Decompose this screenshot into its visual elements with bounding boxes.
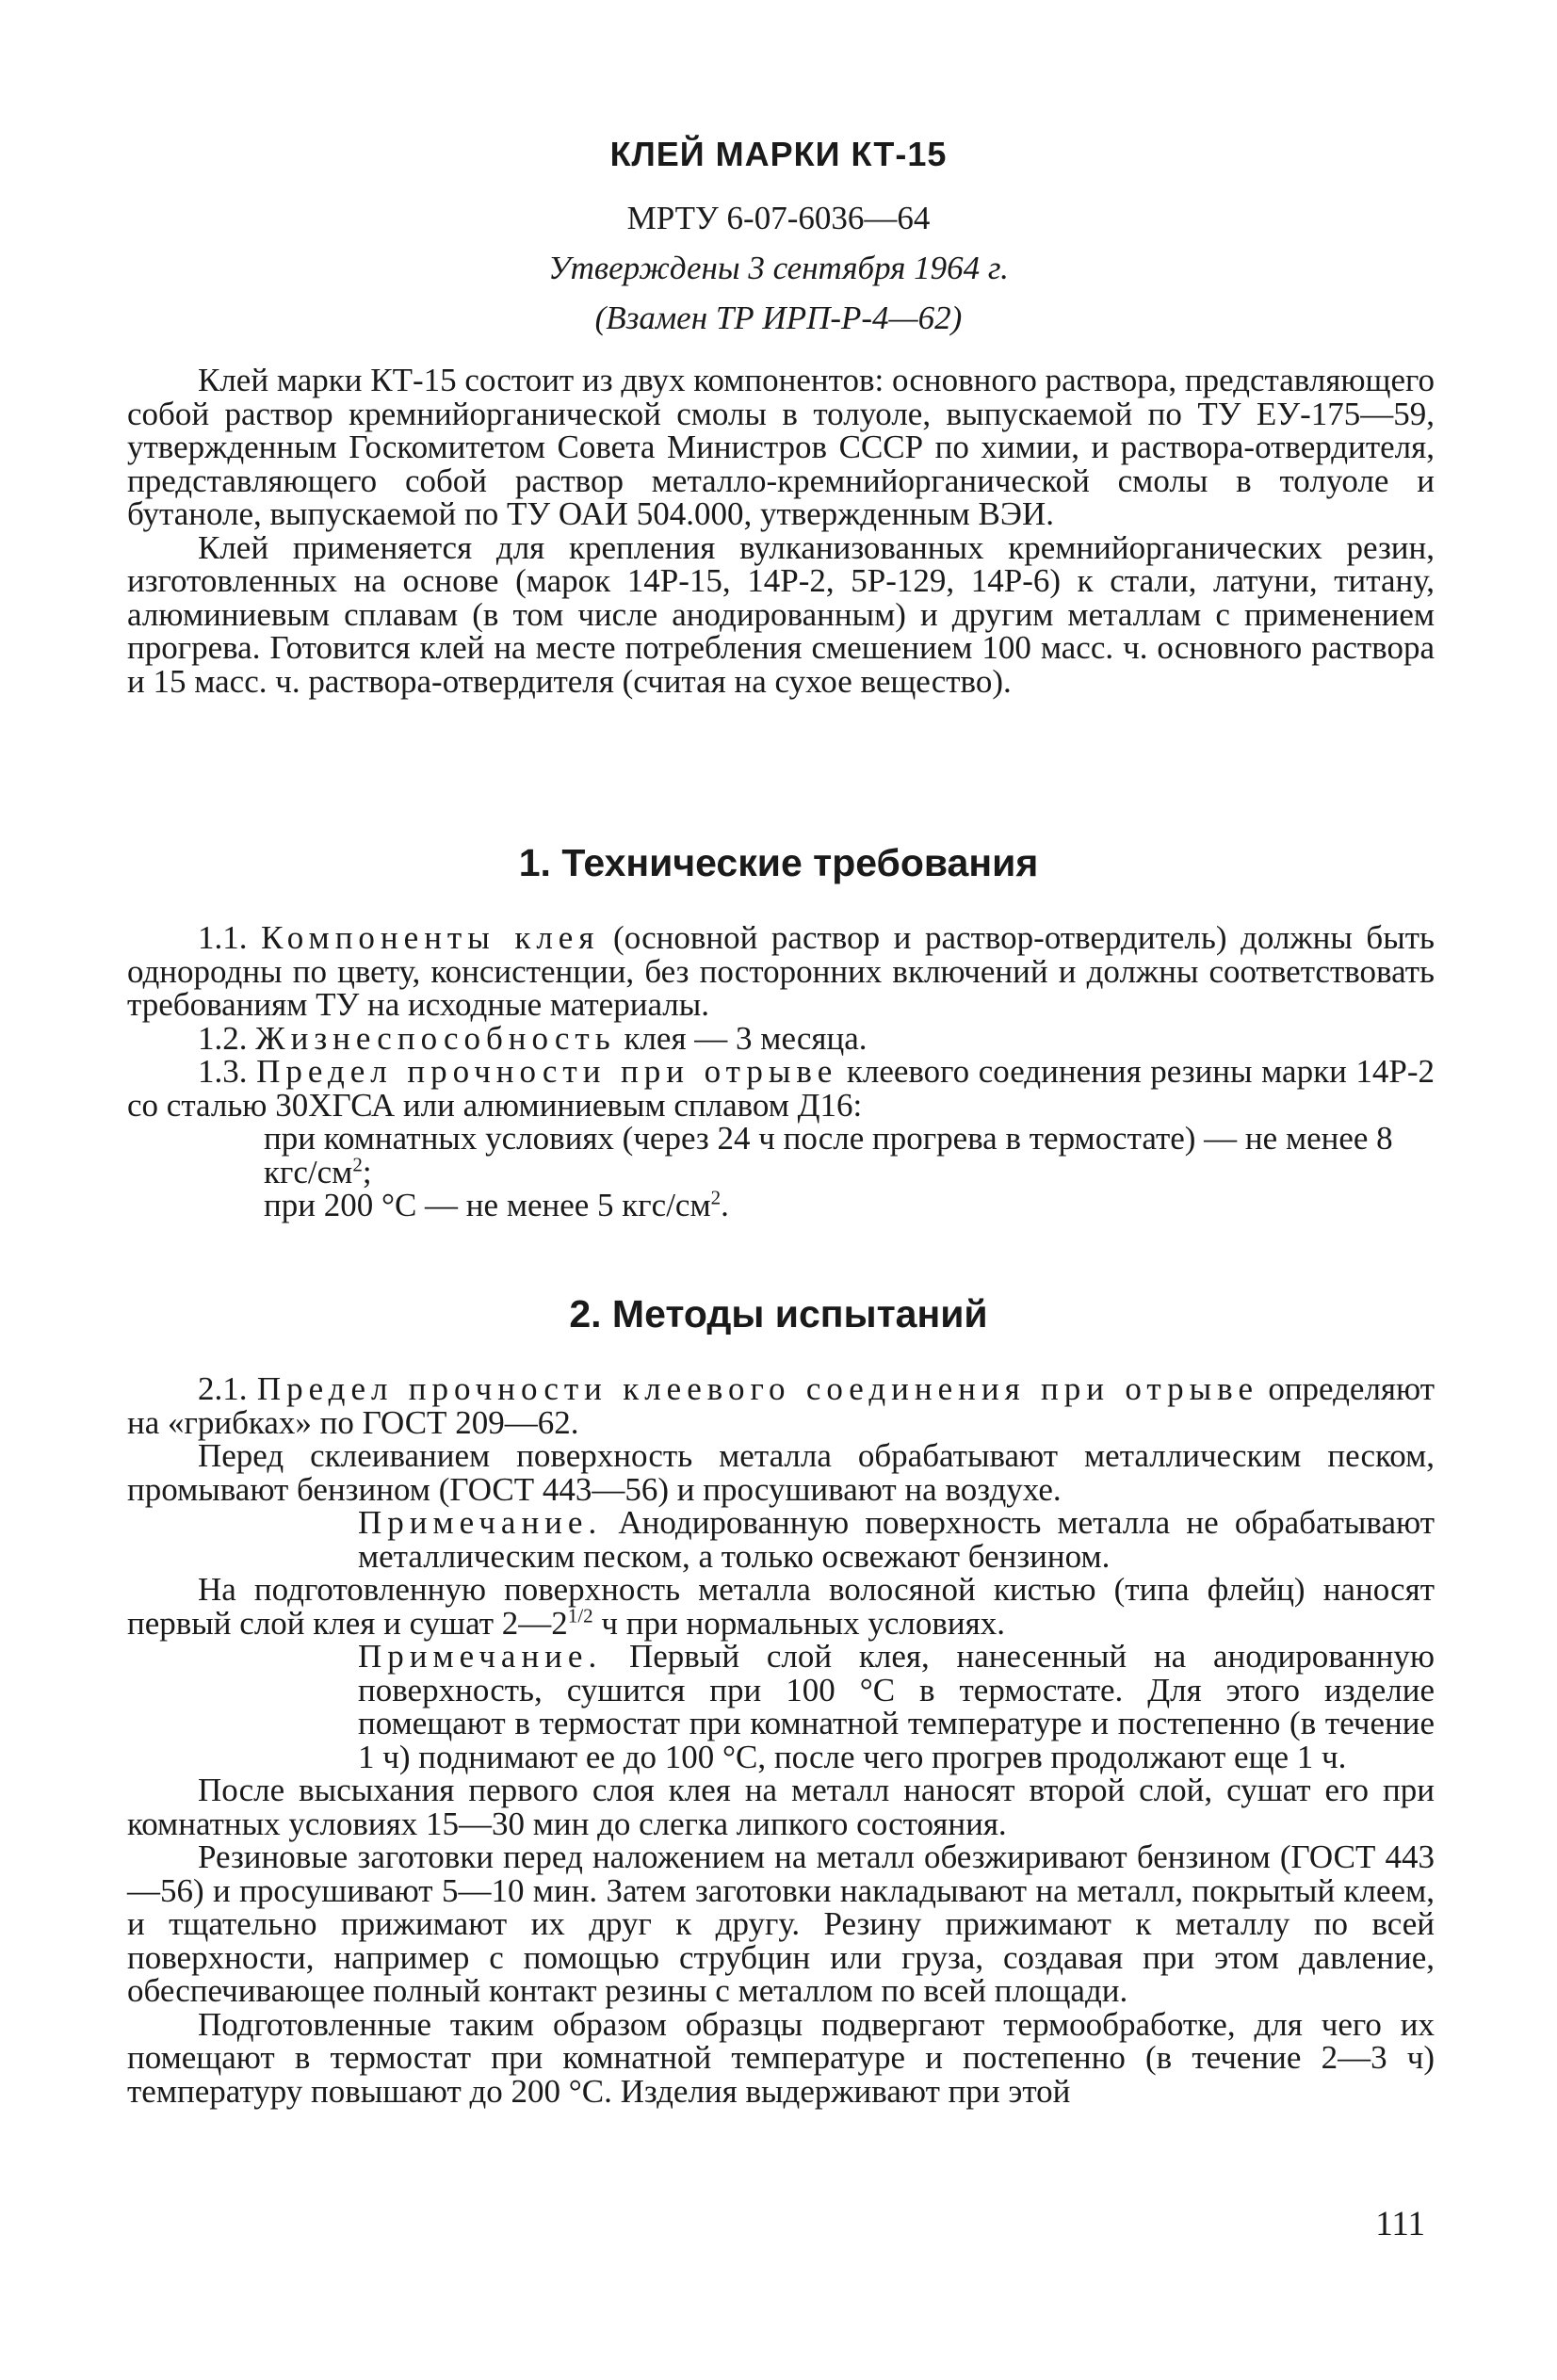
page-number: 111 (1375, 2205, 1425, 2243)
section1-body (127, 921, 1435, 1222)
note-label: Примечание. (358, 1504, 603, 1541)
method-item (127, 1372, 1435, 1439)
intro-paragraph: Клей марки КТ-15 состоит из двух компонентов: основного раствора, представляющего собой раствор кремнийорганической смолы в толуоле, выпускаемой по ТУ ЕУ-175—59, утвержденным Госкомитетом Совета Министров СССР по химии, и раствора-отвердителя, представляющего собой раствор металло-кремнийорганической смолы в толуоле и бутаноле, выпускаемой по ТУ ОАИ 504.000, утвержденным ВЭИ. (127, 362, 1435, 532)
condition-line: при 200 °С — не менее 5 кгс/$см^2$. (264, 1186, 729, 1223)
item-number: 1.2. (198, 1019, 248, 1057)
item-text: определяют на «грибках» по ГОСТ 209—62. (127, 1370, 1435, 1441)
section2-body (127, 1372, 1435, 2108)
item-text: клея — 3 месяца. (624, 1019, 868, 1057)
item-number: 2.1. (198, 1370, 248, 1407)
item-term: Предел прочности клеевого соединения при отрыве (256, 1370, 1258, 1407)
condition-line: при комнатных условиях (через 24 ч после прогрева в термостате) — не менее 8 кгс/$см^2$; (264, 1120, 1393, 1190)
item-text: клеевого соединения резины марки 14Р-2 со сталью 30ХГСА или алюминиевым сплавом Д16: (127, 1053, 1435, 1124)
intro-paragraph: Клей применяется для крепления вулканизованных кремнийорганических резин, изготовленных на основе (марок 14Р-15, 14Р-2, 5Р-129, 14Р-6) к стали, латуни, титану, алюминиевым сплавам (в том числе анодированным) и другим металлам с применением прогрева. Готовится клей на месте потребления смешением 100 масс. ч. основного раствора и 15 масс. ч. раствора-отвердителя (считая на сухое вещество). (127, 528, 1435, 700)
requirement-item (127, 1055, 1435, 1122)
requirement-item (127, 1019, 1435, 1057)
standard-code: МРТУ 6-07-6036—64 (626, 200, 931, 236)
method-paragraph: Подготовленные таким образом образцы подвергают термообработке, для чего их помещают в термостат при комнатной температуре и постепенно (в течение 2—3 ч) температуру повышают до 200 °С. Изделия выдерживают при этой (127, 2005, 1435, 2110)
item-text: (основной раствор и раствор-отвердитель) должны быть однородны по цвету, консистенции, без посторонних включений и должны соответствовать требованиям ТУ на исходные материалы. (127, 919, 1435, 1023)
note: Примечание. Анодированную поверхность металла не обрабатывают металлическим песком, а только освежают бензином. (358, 1504, 1435, 1575)
intro-block (127, 364, 1435, 698)
section-heading: 2. Методы испытаний (569, 1292, 988, 1336)
method-paragraph: После высыхания первого слоя клея на металл наносят второй слой, сушат его при комнатных условиях 15—30 мин до слегка липкого состояния. (127, 1772, 1435, 1842)
method-paragraph: Резиновые заготовки перед наложением на металл обезжиривают бензином (ГОСТ 443—56) и просушивают 5—10 мин. Затем заготовки накладывают на металл, покрытый клеем, и тщательно прижимают их друг к другу. Резину прижимают к металлу по всей поверхности, например с помощью струбцин или груза, создавая при этом давление, обеспечивающее полный контакт резины с металлом по всей площади. (127, 1838, 1435, 2009)
requirement-item (127, 921, 1435, 1022)
method-paragraph: На подготовленную поверхность металла волосяной кистью (типа флейц) наносят первый слой клея и сушат $2—2^{1/2}$ ч при нормальных условиях. (127, 1571, 1435, 1642)
item-number: 1.1. (198, 919, 248, 956)
item-term: Жизнеспособность (255, 1019, 616, 1057)
approval-date: Утверждены 3 сентября 1964 г. (548, 250, 1009, 286)
item-number: 1.3. (198, 1053, 248, 1090)
section-heading: 1. Технические требования (518, 841, 1039, 884)
document-title: КЛЕЙ МАРКИ КТ-15 (609, 135, 948, 173)
note: Примечание. Первый слой клея, нанесенный на анодированную поверхность, сушится при 100 °С в термостате. Для этого изделие помещают в термостат при комнатной температуре и постепенно (в течение 1 ч) поднимают ее до 100 °С, после чего прогрев продолжают еще 1 ч. (358, 1638, 1435, 1775)
replacement-note: (Взамен ТР ИРП-Р-4—62) (594, 300, 963, 336)
note-label: Примечание. (358, 1638, 603, 1675)
method-paragraph: Перед склеиванием поверхность металла обрабатывают металлическим песком, промывают бензином (ГОСТ 443—56) и просушивают на воздухе. (127, 1437, 1435, 1508)
item-term: Предел прочности при отрыве (256, 1053, 838, 1090)
item-term: Компоненты клея (261, 919, 600, 956)
